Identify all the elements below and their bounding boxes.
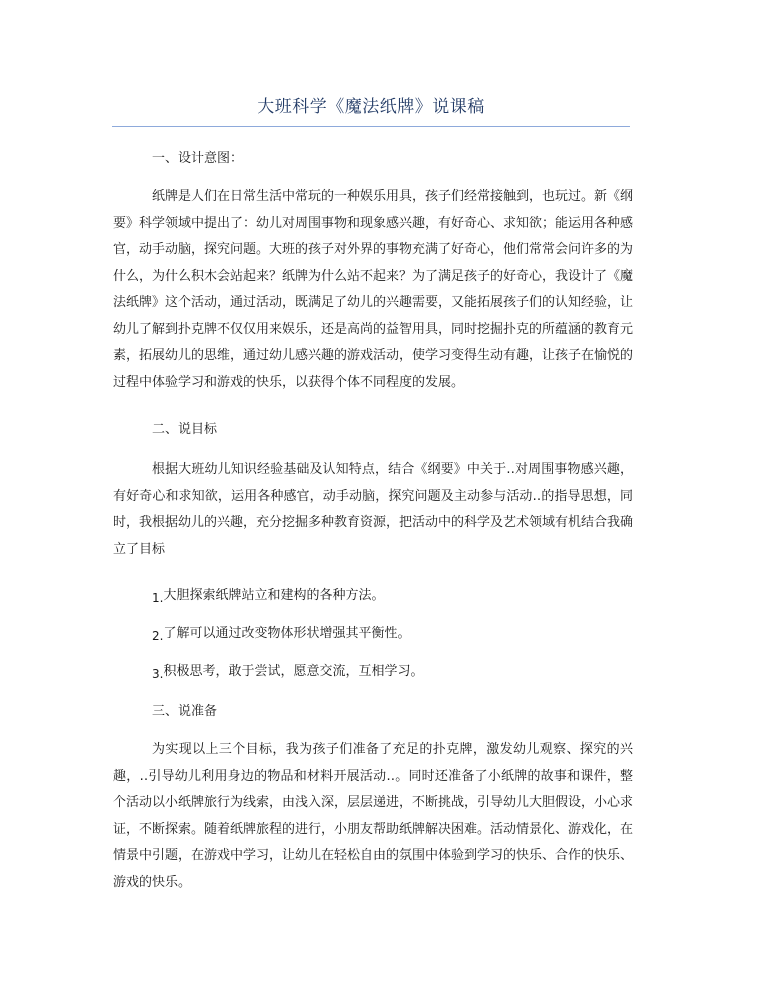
objective-item-1 [152, 586, 384, 605]
section-heading-objectives: 二、说目标 [152, 422, 218, 437]
objective-number: 3. [152, 667, 164, 681]
title-underline [112, 126, 630, 127]
section-heading-design-intent: 一、设计意图： [152, 151, 244, 166]
objective-item-3 [152, 662, 423, 681]
objective-text: 积极思考，敢于尝试，愿意交流，互相学习。 [163, 664, 424, 679]
paragraph-preparation: 为实现以上三个目标，我为孩子们准备了充足的扑克牌，激发幼儿观察、探究的兴趣，‥引导幼儿利用身边的物品和材料开展活动‥。同时还准备了小纸牌的故事和课件，整个活动以小纸牌旅行为线索，由浅入深，层层递进，不断挑战，引导幼儿大胆假设，小心求证，不断探索。随着纸牌旅程的进行，小朋友帮助纸牌解决困难。活动情景化、游戏化，在情景中引题，在游戏中学习，让幼儿在轻松自由的氛围中体验到学习的快乐、合作的快乐、游戏的快乐。 [113, 742, 634, 890]
paragraph-objectives: 根据大班幼儿知识经验基础及认知特点，结合《纲要》中关于‥对周围事物感兴趣，有好奇心和求知欲，运用各种感官，动手动脑，探究问题及主动参与活动‥的指导思想，同时，我根据幼儿的兴趣，充分挖掘多种教育资源，把活动中的科学及艺术领域有机结合我确立了目标 [113, 462, 634, 557]
objective-text: 大胆探索纸牌站立和建构的各种方法。 [163, 588, 385, 603]
objective-item-2 [152, 624, 410, 643]
objective-number: 2. [152, 629, 164, 643]
section-heading-preparation: 三、说准备 [152, 704, 218, 719]
paragraph-design-intent: 纸牌是人们在日常生活中常玩的一种娱乐用具，孩子们经常接触到，也玩过。新《纲要》科学领域中提出了：幼儿对周围事物和现象感兴趣，有好奇心、求知欲；能运用各种感官，动手动脑，探究问题。大班的孩子对外界的事物充满了好奇心，他们常常会问许多的为什么，为什么积木会站起来？纸牌为什么站不起来？为了满足孩子的好奇心，我设计了《魔法纸牌》这个活动，通过活动，既满足了幼儿的兴趣需要，又能拓展孩子们的认知经验，让幼儿了解到扑克牌不仅仅用来娱乐，还是高尚的益智用具，同时挖掘扑克的所蕴涵的教育元素，拓展幼儿的思维，通过幼儿感兴趣的游戏活动，使学习变得生动有趣，让孩子在愉悦的过程中体验学习和游戏的快乐，以获得个体不同程度的发展。 [113, 189, 634, 390]
document-title: 大班科学《魔法纸牌》说课稿 [257, 97, 485, 117]
objective-text: 了解可以通过改变物体形状增强其平衡性。 [163, 626, 411, 641]
objective-number: 1. [152, 591, 164, 605]
